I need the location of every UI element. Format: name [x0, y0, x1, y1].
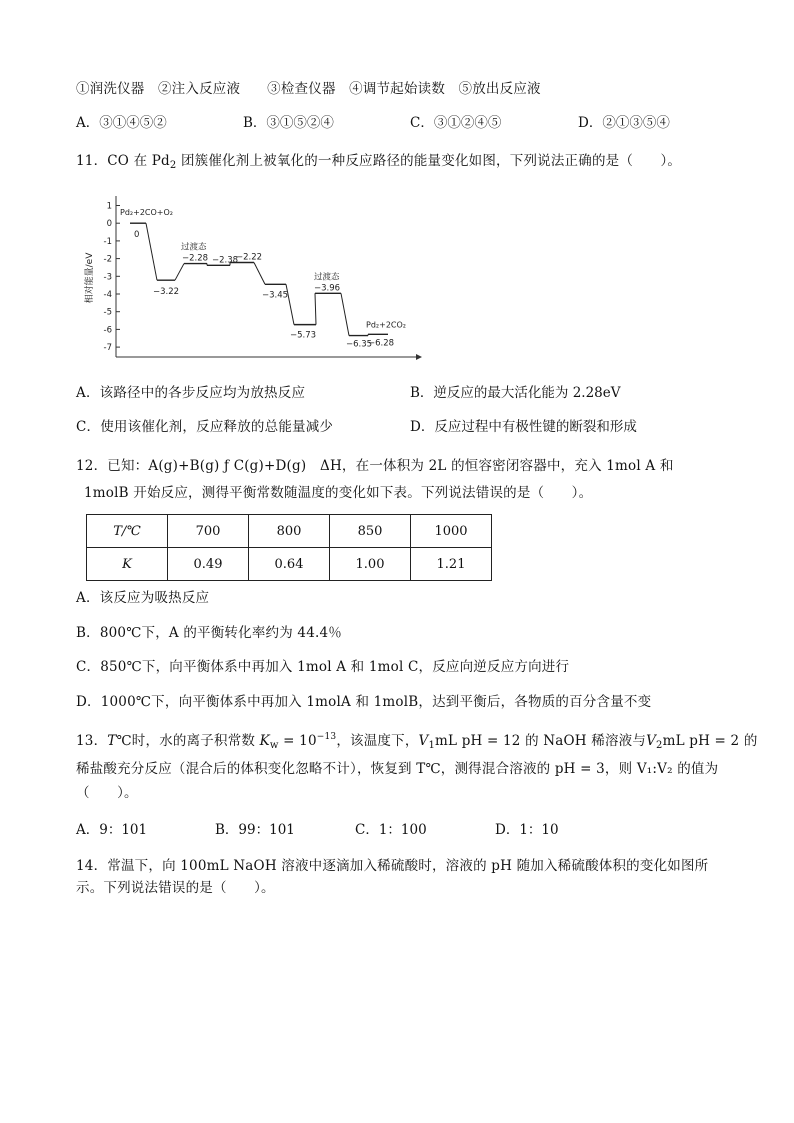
q12-stem-line1: 12．已知：A(g)+B(g) ƒ C(g)+D(g) ΔH，在一体积为 2L 的恒容密闭容器中，充入 1mol A 和: [76, 458, 674, 474]
q11-option-d[interactable]: D．反应过程中有极性键的断裂和形成: [410, 419, 637, 435]
value-label: −3.96: [314, 283, 341, 294]
q11-stem: 11．CO 在 $Pd_2$ 团簇催化剂上被氧化的一种反应路径的能量变化如图，下列说法正确的是（ ）。: [76, 153, 682, 171]
level-connector: [341, 293, 349, 335]
level-connector: [175, 264, 184, 281]
y-tick-label: -2: [103, 254, 112, 265]
table-cell: 1000: [411, 515, 492, 548]
table-cell: 850: [330, 515, 411, 548]
y-tick-label: 0: [106, 219, 112, 230]
equilibrium-table: [86, 514, 492, 581]
table-cell: 1.21: [411, 548, 492, 581]
q13-stem-line2: 稀盐酸充分反应（混合后的体积变化忽略不计），恢复到 T℃，测得混合溶液的 pH = 3，则 V₁:V₂ 的值为: [76, 761, 719, 777]
annotation-transition-state-2: 过渡态: [314, 272, 340, 283]
value-label: 0: [134, 230, 140, 241]
x-axis-arrow-icon: [416, 354, 422, 360]
q12-option-d[interactable]: D．1000℃下，向平衡体系中再加入 1molA 和 1molB，达到平衡后，各物质的百分含量不变: [76, 694, 652, 710]
value-label: −3.22: [153, 287, 180, 298]
y-tick-label: -4: [103, 290, 112, 300]
y-tick-label: -6: [103, 325, 112, 336]
q13-option-b[interactable]: B．99：101: [215, 822, 295, 838]
q10-option-b[interactable]: B．③①⑤②④: [243, 115, 334, 131]
annotation-transition-state-1: 过渡态: [181, 242, 207, 253]
y-tick-label: -1: [103, 236, 112, 247]
q11-option-b[interactable]: B．逆反应的最大活化能为 2.28eV: [410, 385, 621, 401]
q11-option-c[interactable]: C．使用该催化剂，反应释放的总能量减少: [76, 419, 334, 435]
energy-levels: [130, 223, 394, 349]
annotation-products: Pd₂+2CO₂: [366, 320, 406, 330]
y-ticks: [104, 202, 120, 354]
q12-option-c[interactable]: C．850℃下，向平衡体系中再加入 1mol A 和 1mol C，反应向逆反应方向进行: [76, 659, 570, 675]
energy-diagram: [76, 192, 426, 362]
q10-option-c[interactable]: C．③①②④⑤: [410, 115, 502, 131]
value-label: −6.28: [368, 338, 395, 349]
q11-option-a[interactable]: A．该路径中的各步反应均为放热反应: [76, 385, 306, 401]
table-cell: 700: [168, 515, 249, 548]
y-tick-label: -7: [103, 343, 112, 354]
table-head-temp: T/℃: [87, 515, 168, 548]
q13-option-d[interactable]: D．1：10: [495, 822, 559, 838]
value-label: −6.35: [346, 339, 373, 350]
level-connector: [315, 293, 316, 324]
y-tick-label: 1: [106, 201, 112, 212]
q12-stem-line2: 1molB 开始反应，测得平衡常数随温度的变化如下表。下列说法错误的是（ ）。: [84, 485, 593, 501]
value-label: −2.22: [236, 252, 263, 263]
q14-stem-line1: 14．常温下，向 100mL NaOH 溶液中逐滴加入稀硫酸时，溶液的 pH 随加入稀硫酸体积的变化如图所: [76, 858, 709, 874]
q10-step-3: ③检查仪器: [267, 81, 336, 97]
value-label: −2.38: [212, 255, 239, 266]
y-axis-label: 相对能量/eV: [85, 252, 95, 304]
q10-option-d[interactable]: D．②①③⑤④: [578, 115, 670, 131]
value-label: −2.28: [182, 253, 209, 264]
q10-step-5: ⑤放出反应液: [458, 81, 541, 97]
y-tick-label: -5: [103, 307, 112, 318]
value-label: −5.73: [290, 330, 317, 341]
q10-option-a[interactable]: A．③①④⑤②: [76, 115, 167, 131]
table-head-k: K: [87, 548, 168, 581]
q12-option-b[interactable]: B．800℃下，A 的平衡转化率约为 44.4％: [76, 625, 342, 641]
table-cell: 1.00: [330, 548, 411, 581]
q10-step-1: ①润洗仪器: [76, 81, 145, 97]
q10-step-4: ④调节起始读数: [349, 81, 446, 97]
table-row-k: [87, 548, 492, 581]
q10-step-2: ②注入反应液: [157, 81, 241, 97]
table-cell: 0.64: [249, 548, 330, 581]
value-label: −3.45: [262, 290, 289, 301]
q12-option-a[interactable]: A．该反应为吸热反应: [76, 590, 210, 606]
level-connector: [254, 262, 265, 284]
q13-stem-line1: 13．T℃时，水的离子积常数 $K_w = 10^{-13}$，该温度下，$V_1mL$ pH = 12 的 NaOH 稀溶液与$V_2mL$ pH = 2 的: [76, 732, 758, 751]
annotation-reactants: Pd₂+2CO+O₂: [120, 208, 173, 218]
table-cell: 800: [249, 515, 330, 548]
q13-stem-line3: （ ）。: [76, 785, 138, 801]
table-row-temperature: [87, 515, 492, 548]
q14-stem-line2: 示。下列说法错误的是（ ）。: [76, 880, 275, 896]
q10-steps: [76, 77, 541, 97]
y-tick-label: -3: [103, 272, 112, 283]
q13-option-a[interactable]: A．9：101: [76, 822, 148, 838]
q13-option-c[interactable]: C．1：100: [355, 822, 427, 838]
level-connector: [146, 223, 157, 280]
table-cell: 0.49: [168, 548, 249, 581]
